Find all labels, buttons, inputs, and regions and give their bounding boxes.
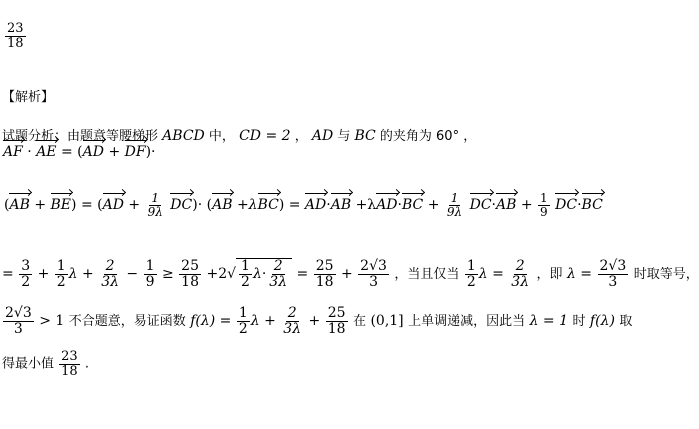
fraction-2sqrt3-3: $\frac{2√3}{3}$	[360, 258, 387, 290]
equality-condition-text: 时取等号，	[633, 267, 699, 283]
ji-text: ，即	[536, 267, 563, 283]
vector-dc: DC	[470, 192, 492, 213]
fraction-2-3lambda: $\frac{2}{3\lambda}$	[101, 258, 119, 290]
greater-than-one: > 1	[39, 313, 65, 330]
vector-dc: DC	[170, 192, 192, 213]
zai-text: 在	[352, 314, 366, 330]
vector-ad: AD	[376, 192, 397, 213]
vector-ae: AE	[36, 139, 56, 160]
sqrt-expression: $\frac{1}{2}$ λ· $\frac{2}{3\lambda}$	[236, 258, 292, 289]
function-intro-text: 不合题意，易证函数	[68, 314, 186, 330]
vector-be: BE	[51, 192, 72, 213]
fraction-1-over-9lambda: $\frac{1}{9\lambda}$	[147, 191, 163, 219]
geq-sign: ≥	[161, 266, 174, 283]
lambda-symbol: λ	[248, 197, 258, 214]
when-text: ，当且仅当	[394, 267, 460, 283]
comma: ，	[294, 129, 308, 144]
minimum-value-fraction: $\frac{23}{18}$	[61, 349, 78, 379]
lambda-equals: λ =	[566, 266, 593, 283]
fraction-25-18: $\frac{25}{18}$	[181, 258, 199, 290]
fraction-1-over-9lambda: $\frac{1}{9\lambda}$	[446, 191, 463, 219]
fraction-25-18: $\frac{25}{18}$	[327, 305, 346, 337]
vector-ab: AB	[496, 192, 516, 213]
analysis-line-3: (AB + BE) = (AD + $\frac{1}{9\lambda}$ DC)· (AB +λBC) = AD·AB +λAD·BC + $\frac{1}{9\lambda}$ DC·AB + $\frac{1}{9}$ DC·BC	[4, 191, 603, 219]
vector-ab: AB	[9, 192, 29, 213]
comma: ，	[463, 129, 477, 144]
fraction-25-18: $\frac{25}{18}$	[315, 258, 334, 290]
angle-text: 的夹角为 60°	[379, 129, 460, 144]
analysis-line-4: = $\frac{3}{2}$ + $\frac{1}{2}$ λ + $\frac{2}{3\lambda}$ − $\frac{1}{9}$ ≥ $\frac{25}{18}$ +2√ $\frac{1}{2}$ λ· $\frac{2}{3\lambda}$ = $\frac{25}{18}$ + $\frac{2√3}{3}$ ，当且仅当 $\frac{1}{2}$ λ = $\frac{2}{3\lambda}$ ，即 λ = $\frac{2√3}{3}$ 时取等号，	[2, 258, 699, 290]
fraction-1-9: $\frac{1}{9}$	[145, 258, 155, 290]
equals-sign: =	[80, 197, 93, 214]
trapezoid-name: ABCD	[162, 128, 205, 144]
shi-text: 时	[572, 314, 586, 330]
answer-numerator: 23	[7, 21, 24, 36]
vector-ad: AD	[305, 192, 326, 213]
fraction-1-over-9: $\frac{1}{9}$	[540, 191, 548, 219]
answer-fraction	[4, 22, 27, 50]
zhong-text: 中，	[208, 129, 235, 144]
interval: (0,1]	[370, 313, 404, 330]
coefficient-two: 2	[218, 266, 228, 283]
answer-denominator: 18	[7, 35, 24, 51]
segment-ad: AD	[311, 128, 334, 144]
equals-sign: =	[288, 197, 301, 214]
qu-text: 取	[619, 314, 633, 330]
section-label: 【解析】	[2, 90, 55, 105]
monotonic-text: 上单调递减，因此当	[408, 314, 526, 330]
vector-ad: AD	[83, 139, 104, 160]
vector-af: AF	[3, 139, 23, 160]
dot-operator: ·	[27, 144, 32, 160]
vector-bc: BC	[402, 192, 423, 213]
fraction-2sqrt3-3: $\frac{2√3}{3}$	[599, 258, 627, 290]
intro-text: 试题分析：由题意等腰梯形	[2, 129, 159, 144]
analysis-line-2: AF · AE = (AD + DF)·	[3, 139, 156, 160]
fraction-2-3lambda: $\frac{2}{3\lambda}$	[283, 305, 302, 337]
equals-sign: =	[60, 144, 73, 160]
minimum-value-text: 得最小值	[2, 356, 55, 372]
analysis-line-5: $\frac{2√3}{3}$ > 1 不合题意，易证函数 f(λ) = $\frac{1}{2}$ λ + $\frac{2}{3\lambda}$ + $\frac{25}{18}$ 在 (0,1] 上单调递减，因此当 λ = 1 时 f(λ) 取	[5, 305, 633, 337]
vector-ab: AB	[212, 192, 232, 213]
vector-dc: DC	[555, 192, 577, 213]
yu-text: 与	[337, 129, 351, 144]
fraction-1-2: $\frac{1}{2}$	[466, 258, 476, 290]
fraction-1-2: $\frac{1}{2}$	[56, 258, 66, 290]
period: .	[84, 356, 89, 372]
fraction-1-2: $\frac{1}{2}$	[238, 305, 248, 337]
fraction-2-3lambda: $\frac{2}{3\lambda}$	[511, 258, 530, 290]
cd-equation: CD = 2	[239, 128, 291, 144]
segment-bc: BC	[354, 128, 376, 144]
plus-sign: +	[108, 144, 121, 160]
analysis-line-6	[2, 350, 89, 378]
vector-bc: BC	[258, 192, 279, 213]
fraction-2sqrt3-3: $\frac{2√3}{3}$	[5, 305, 32, 337]
vector-bc: BC	[582, 192, 603, 213]
vector-df: DF	[125, 139, 146, 160]
fraction-3-2: $\frac{3}{2}$	[21, 258, 31, 290]
function-f-lambda: f(λ)	[589, 313, 615, 330]
vector-ad: AD	[103, 192, 124, 213]
lambda-equals-one: λ = 1	[529, 313, 568, 330]
vector-ab: AB	[331, 192, 351, 213]
function-f-lambda: f(λ) =	[190, 313, 232, 330]
